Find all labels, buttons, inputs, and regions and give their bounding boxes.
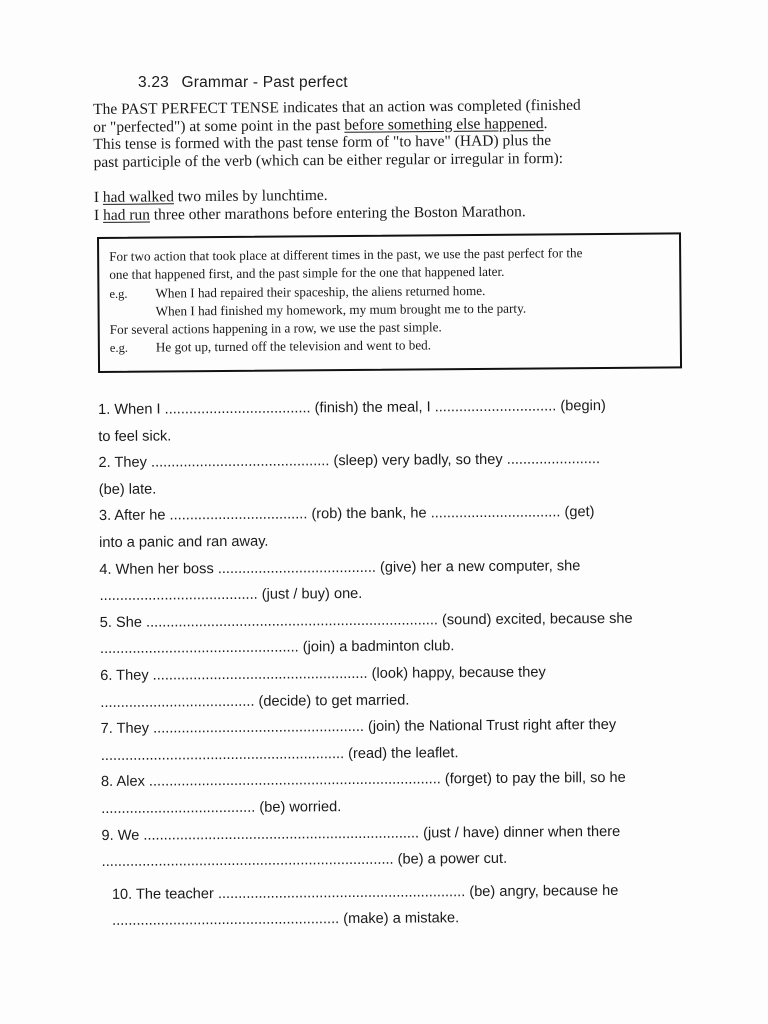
example-2-post: three other marathons before entering the Boston Marathon. xyxy=(149,202,526,224)
exercise-6-line-2: ...................................... (decide) to get married. xyxy=(100,692,410,711)
intro-line-3: This tense is formed with the past tense form of "to have" (HAD) plus the xyxy=(93,132,552,153)
exercise-10-line-2: ........................................................ (make) a mistake. xyxy=(112,910,460,930)
example-2-pre: I xyxy=(93,206,104,224)
exercise-1-line-2: to feel sick. xyxy=(98,428,172,445)
exercise-6-line-1: 6. They ..................................................... (look) happy, because they xyxy=(100,664,546,684)
exercise-list xyxy=(98,392,702,935)
section-number: 3.23 xyxy=(138,74,169,91)
eg-label: e.g. xyxy=(109,341,128,356)
eg-label: e.g. xyxy=(109,286,128,301)
exercise-8-line-1: 8. Alex ........................................................................ (forget) to pay the bill, so he xyxy=(100,770,626,791)
rule-line-3: For several actions happening in a row, we use the past simple. xyxy=(109,319,442,338)
exercise-1-line-1: 1. When I .................................... (finish) the meal, I .............................. (begin) xyxy=(98,398,606,418)
exercise-5-line-1: 5. She ........................................................................ (sound) excited, because she xyxy=(99,610,633,631)
exercise-2-line-2: (be) late. xyxy=(98,481,157,498)
rule-line-1: For two action that took place at different times in the past, we use the past perfect for the xyxy=(109,245,583,264)
exercise-10-line-1: 10. The teacher ............................................................. (be) angry, because he xyxy=(111,882,619,903)
exercise-2-line-1: 2. They ............................................ (sleep) very badly, so they ....................... xyxy=(98,451,601,472)
exercise-7-line-1: 7. They .................................................... (join) the National Trust right after they xyxy=(100,717,617,738)
intro-paragraph xyxy=(93,96,694,224)
rule-example-1b: When I had finished my homework, my mum brought me to the party. xyxy=(155,300,527,319)
exercise-9-line-1: 9. We .................................................................... (just / have) dinner when there xyxy=(101,823,621,844)
example-1-verb: had walked xyxy=(102,188,174,206)
intro-underlined-phrase: before something else happened xyxy=(344,114,544,134)
exercise-8-line-2: ...................................... (be) worried. xyxy=(101,799,342,817)
exercise-3-line-2: into a panic and ran away. xyxy=(99,533,269,551)
example-1-post: two miles by lunchtime. xyxy=(173,186,328,206)
intro-line-1: The PAST PERFECT TENSE indicates that an action was completed (finished xyxy=(93,96,581,118)
example-2-verb: had run xyxy=(102,206,151,224)
exercise-7-line-2: ............................................................ (read) the leaflet. xyxy=(100,744,459,764)
exercise-3-line-1: 3. After he .................................. (rob) the bank, he ................................ (get) xyxy=(98,504,595,525)
example-1-pre: I xyxy=(93,188,103,206)
rule-example-2: He got up, turned off the television and went to bed. xyxy=(155,337,432,356)
exercise-4-line-1: 4. When her boss ....................................... (give) her a new computer, she xyxy=(99,557,581,578)
rule-line-2: one that happened first, and the past simple for the one that happened later. xyxy=(109,264,505,283)
intro-line-2-end: . xyxy=(543,114,548,132)
intro-line-2-text: or "perfected") at some point in the past xyxy=(93,116,345,136)
exercise-5-line-2: ................................................. (join) a badminton club. xyxy=(99,638,455,658)
page-title xyxy=(138,74,348,92)
intro-line-4: past participle of the verb (which can be either regular or irregular in form): xyxy=(93,149,564,171)
exercise-9-line-2: ........................................................................ (be) a power cut. xyxy=(101,850,508,871)
rule-example-row-2 xyxy=(110,335,672,358)
rule-box xyxy=(97,232,682,373)
rule-example-1a: When I had repaired their spaceship, the aliens returned home. xyxy=(155,282,486,301)
exercise-4-line-2: ....................................... (just / buy) one. xyxy=(99,586,363,605)
section-title: Grammar - Past perfect xyxy=(181,74,348,91)
